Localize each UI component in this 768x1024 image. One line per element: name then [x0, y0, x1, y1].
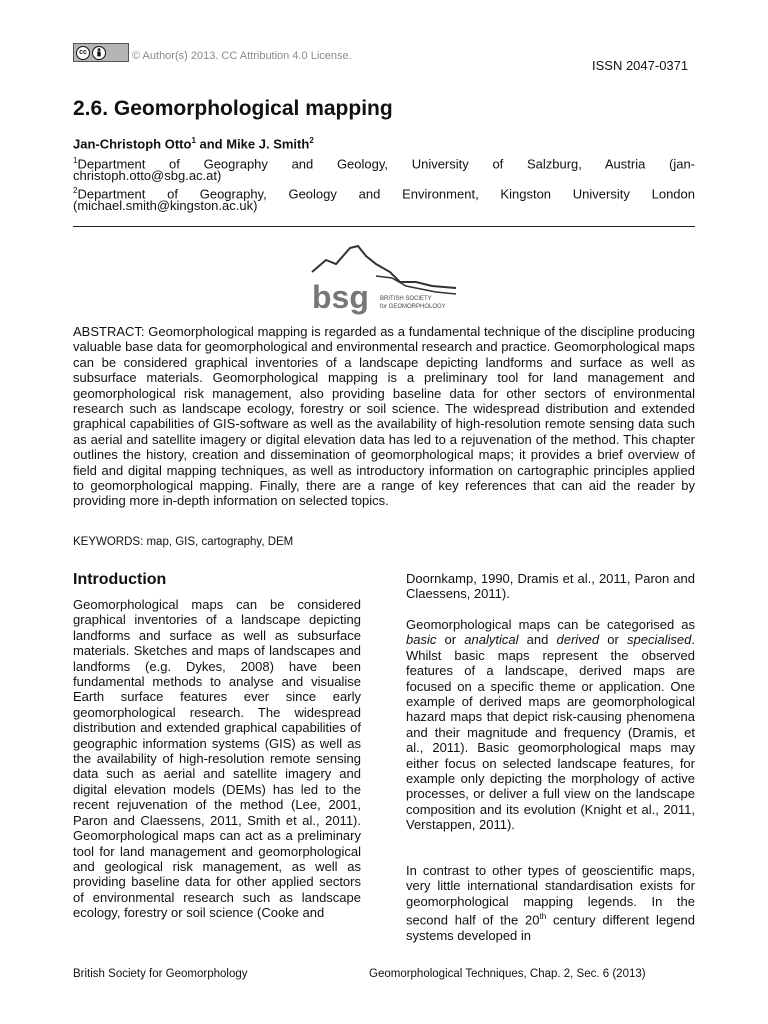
italic-term: derived — [556, 632, 600, 648]
affiliation-marker: 1 — [191, 136, 196, 145]
footer-publisher: British Society for Geomorphology — [73, 968, 248, 980]
cc-icon: cc — [76, 46, 90, 60]
logo-wordmark: bsg — [312, 279, 369, 315]
by-icon — [92, 46, 106, 60]
affiliation-text: Department of Geography, Geology and Environment, Kingston University London — [77, 186, 695, 202]
section-heading: Introduction — [73, 571, 167, 588]
intro-left-column: Geomorphological maps can be considered graphical inventories of a landscape depicting landforms and surface as well as subsurface materials. Sketches and maps of landscapes and landforms (e.g. Dykes, 2008) have been fundamental methods to analyse and visualise Earth surface features ever since early geomorphological research. The widespread distribution and extended graphical capabilities of geographic information systems (GIS) as well as the availability of high-resolution remote sensing data such as aerial and satellite imagery and digital elevation models (DEMs) has led to the recent rejuvenation of the method (Lee, 2001, Paron and Claessens, 2011, Smith et al., 2011). Geomorphological maps can act as a preliminary tool for land management and geomorphological and geological risk management, as well as providing baseline data for other applied sectors of environmental research such as landscape ecology, forestry or soil science (Cooke and — [73, 597, 361, 921]
affiliation-marker: 1 — [73, 156, 78, 165]
author-name: Jan-Christoph Otto — [73, 136, 192, 152]
authors — [73, 136, 314, 151]
divider — [73, 226, 695, 227]
author-name: Mike J. Smith — [226, 136, 310, 152]
keywords: KEYWORDS: map, GIS, cartography, DEM — [73, 536, 294, 548]
affiliation-marker: 2 — [73, 186, 78, 195]
italic-term: specialised — [627, 632, 692, 648]
mountain-logo-icon — [306, 242, 458, 318]
footer-citation: Geomorphological Techniques, Chap. 2, Sec. 6 (2013) — [369, 968, 646, 980]
italic-term: basic — [406, 632, 437, 648]
license-text: © Author(s) 2013. CC Attribution 4.0 License. — [132, 50, 352, 62]
italic-term: analytical — [464, 632, 519, 648]
intro-paragraph-2: Geomorphological maps can be categorised as basic or analytical and derived or specialised. Whilst basic maps represent the observed features of a landscape, derived maps are focused on a specific theme or application. One example of derived maps are geomorphological hazard maps that depict risk-causing phenomena and their magnitude and frequency (Dramis, et al., 2011). Basic geomorphological maps may either focus on selected landscape features, for example only depicting the morphology of active processes, or deliver a full view on the landscape composition and its evolution (Knight et al., 2011, Verstappen, 2011). — [406, 617, 695, 833]
creative-commons-badge — [73, 43, 129, 62]
issn: ISSN 2047-0371 — [592, 58, 689, 73]
logo-line1: BRITISH SOCIETY — [380, 296, 432, 302]
intro-paragraph-3: In contrast to other types of geoscientific maps, very little international standardisation exists for geomorphological mapping legends. In the second half of the 20th century different legend systems developed in — [406, 863, 696, 943]
affiliation-marker: 2 — [309, 136, 314, 145]
author-conjunction: and — [195, 136, 227, 152]
abstract: ABSTRACT: Geomorphological mapping is regarded as a fundamental technique of the discipline producing valuable base data for geomorphological and environmental research and practice. Geomorphological maps can be considered graphical inventories of a landscape depicting landforms and surface as well as subsurface materials. Geomorphological mapping is a preliminary tool for land management and geomorphological risk management, also providing baseline data for other sectors of environmental research such as landscape ecology, forestry or soil science. The widespread distribution and extended graphical capabilities of GIS-software as well as the availability of high-resolution remote sensing data such as aerial and satellite imagery or digital elevation data has led to a rejuvenation of the method. This chapter outlines the history, creation and dissemination of geomorphological maps; it provides a brief overview of field and digital mapping techniques, as well as introductory information on cartographic principles applied to geomorphological mapping. Finally, there are a range of key references that can aid the reader by providing more in-depth information on selected topics. — [73, 324, 695, 509]
logo-line2: for GEOMORPHOLOGY — [380, 304, 446, 310]
article-title: 2.6. Geomorphological mapping — [73, 97, 393, 120]
affiliation-2-email: (michael.smith@kingston.ac.uk) — [73, 198, 258, 213]
affiliation-1-email: christoph.otto@sbg.ac.at) — [73, 168, 222, 183]
intro-right-continuation: Doornkamp, 1990, Dramis et al., 2011, Paron and Claessens, 2011). — [406, 571, 695, 602]
affiliation-text: Department of Geography and Geology, University of Salzburg, Austria (jan- — [77, 156, 695, 172]
